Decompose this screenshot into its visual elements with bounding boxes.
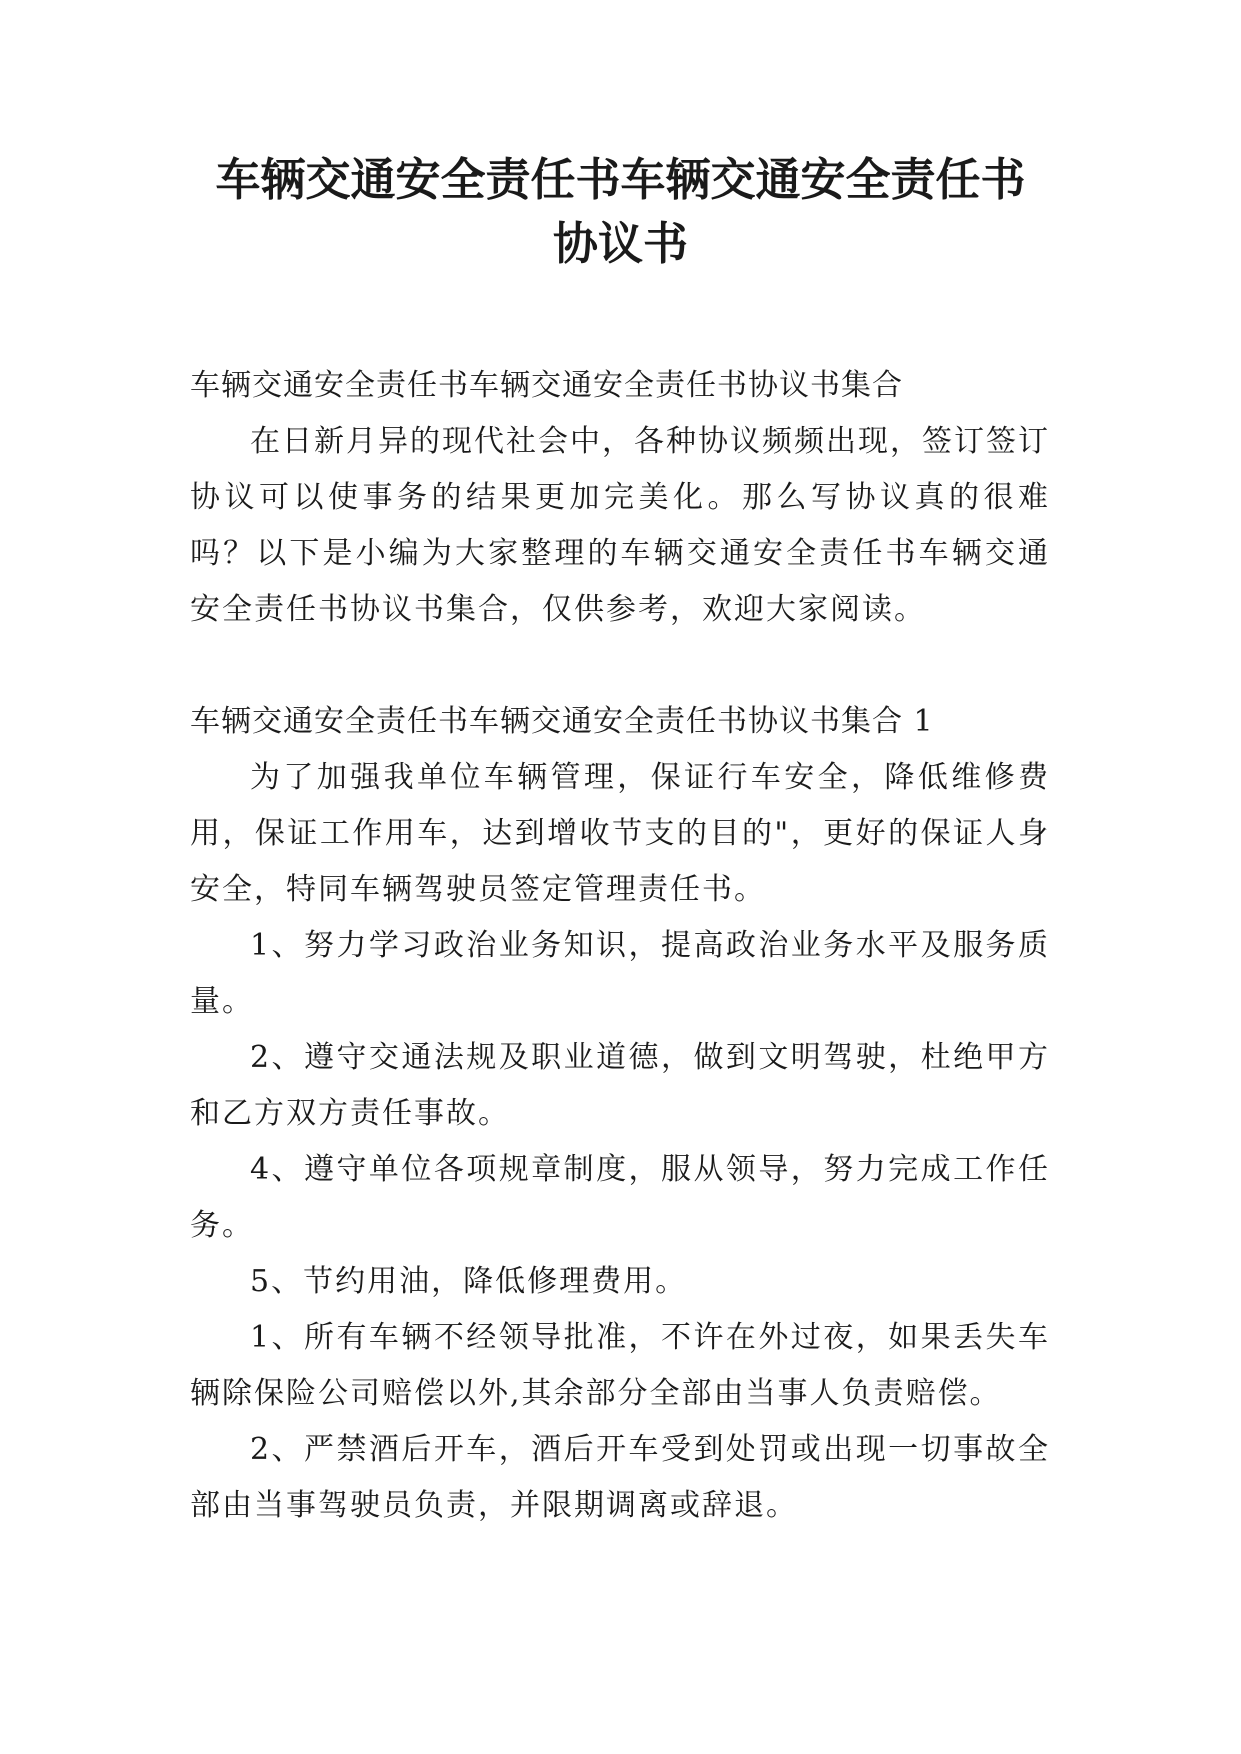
document-body	[190, 358, 1050, 1534]
paragraph-item-fuel: 5、节约用油，降低修理费用。	[250, 1264, 688, 1299]
paragraph-item-traffic-rules: 2、遵守交通法规及职业道德，做到文明驾驶，杜绝甲方和乙方双方责任事故。	[190, 1040, 1050, 1131]
document-title	[160, 148, 1081, 276]
paragraph-item-study: 1、努力学习政治业务知识，提高政治业务水平及服务质量。	[190, 928, 1050, 1019]
section-1-heading: 车辆交通安全责任书车辆交通安全责任书协议书集合 1	[190, 704, 934, 739]
intro-paragraph: 在日新月异的现代社会中，各种协议频频出现，签订签订协议可以使事务的结果更加完美化。那么写协议真的很难吗？以下是小编为大家整理的车辆交通安全责任书车辆交通安全责任书协议书集合，仅供参考，欢迎大家阅读。	[190, 424, 1050, 627]
title-line-1: 车辆交通安全责任书车辆交通安全责任书	[215, 153, 1026, 206]
title-line-2: 协议书	[552, 217, 688, 270]
intro-heading: 车辆交通安全责任书车辆交通安全责任书协议书集合	[190, 368, 903, 403]
paragraph-item-regulations: 4、遵守单位各项规章制度，服从领导，努力完成工作任务。	[190, 1152, 1050, 1243]
paragraph-item-drunk-driving: 2、严禁酒后开车，酒后开车受到处罚或出现一切事故全部由当事驾驶员负责，并限期调离或辞退。	[190, 1432, 1050, 1523]
section-gap	[190, 638, 1050, 694]
paragraph-purpose: 为了加强我单位车辆管理，保证行车安全，降低维修费用，保证工作用车，达到增收节支的目的"，更好的保证人身安全，特同车辆驾驶员签定管理责任书。	[190, 760, 1050, 907]
paragraph-item-overnight: 1、所有车辆不经领导批准，不许在外过夜，如果丢失车辆除保险公司赔偿以外,其余部分全部由当事人负责赔偿。	[190, 1320, 1050, 1411]
